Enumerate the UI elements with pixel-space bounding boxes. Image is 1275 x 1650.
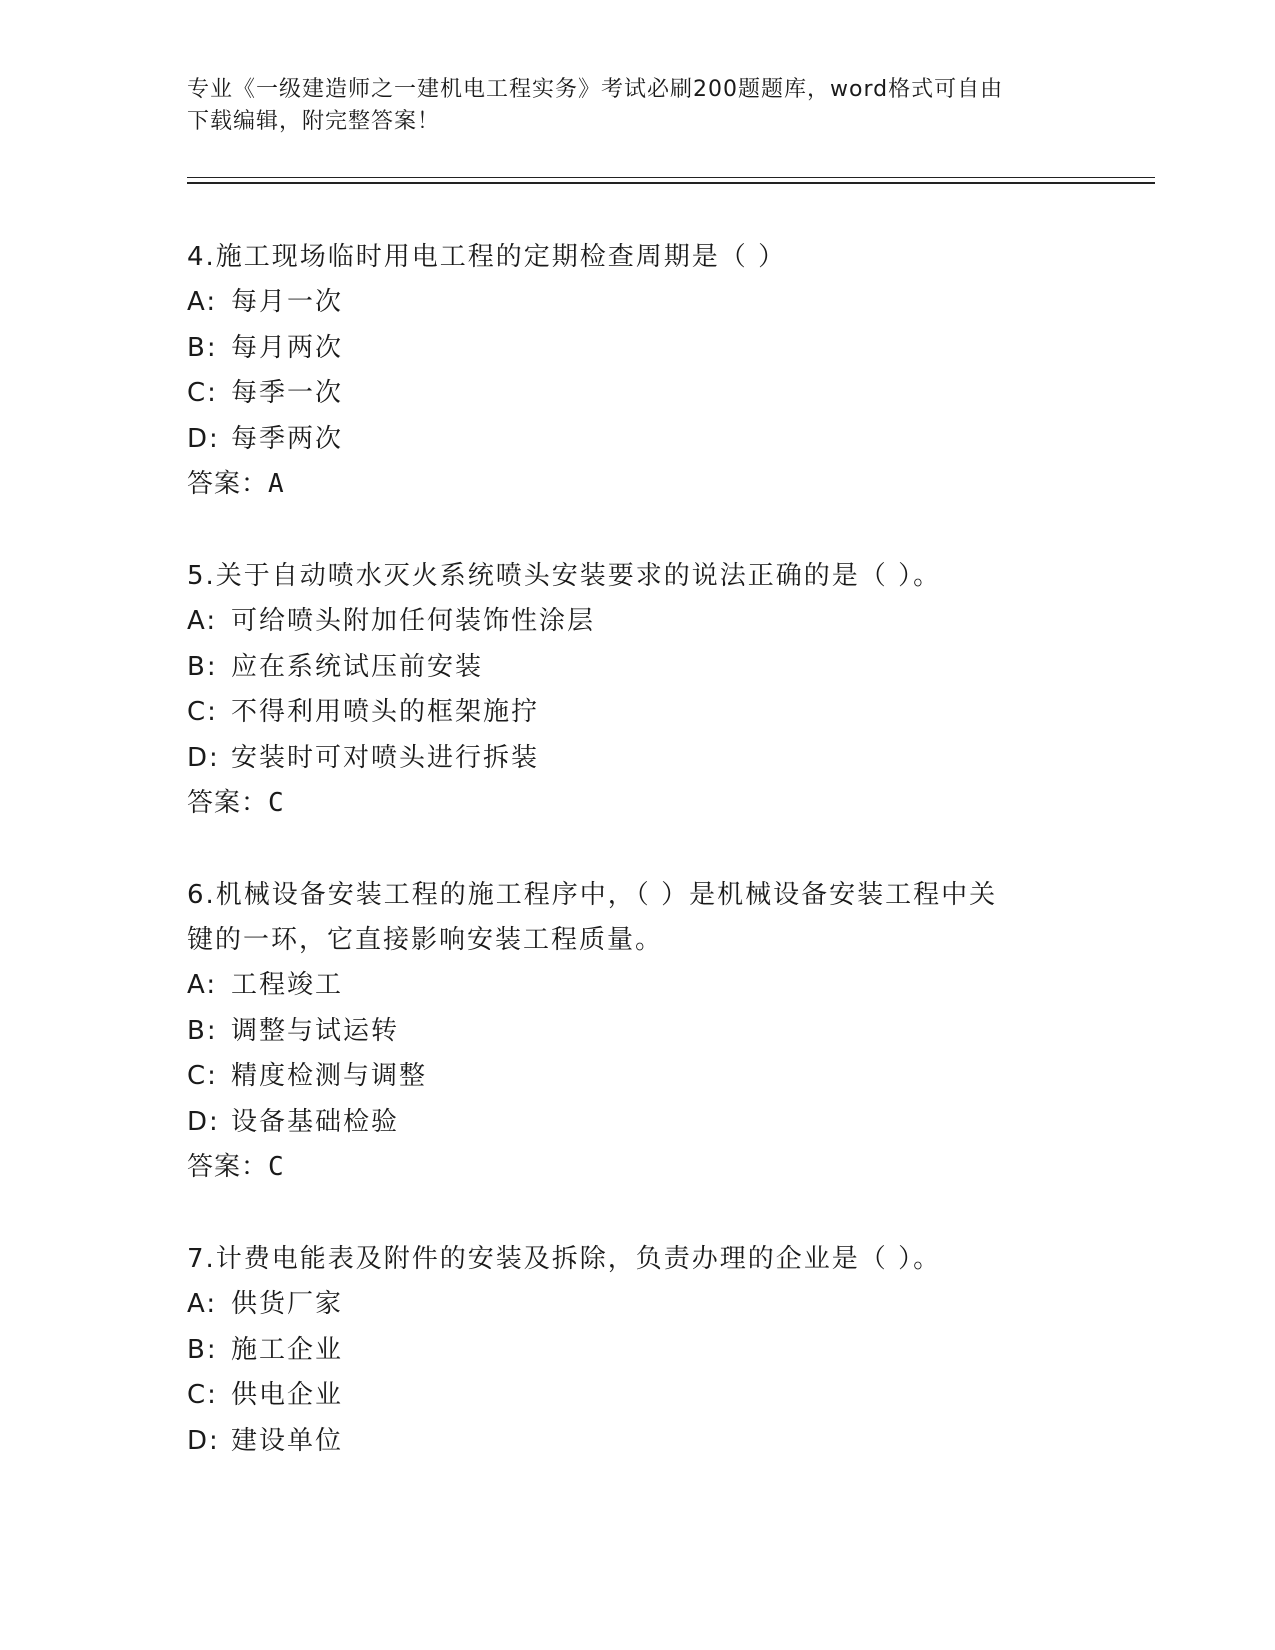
option-c — [187, 1054, 1087, 1100]
question-5 — [187, 554, 1087, 826]
option-text: 精度检测与调整 — [231, 1061, 428, 1091]
question-stem-line-1: 6.机械设备安装工程的施工程序中，（ ）是机械设备安装工程中关 — [187, 880, 998, 910]
option-text: 不得利用喷头的框架施拧 — [231, 697, 540, 727]
option-letter: C: — [187, 697, 218, 727]
document-header — [187, 74, 1087, 138]
answer-value: C — [268, 1152, 285, 1182]
question-4 — [187, 235, 1087, 507]
answer-line — [187, 462, 1087, 507]
option-letter: A: — [187, 970, 218, 1000]
answer-line — [187, 1145, 1087, 1190]
option-text: 每季两次 — [231, 423, 344, 454]
option-text: 可给喷头附加任何装饰性涂层 — [231, 606, 596, 636]
header-line-2: 下载编辑，附完整答案！ — [187, 109, 441, 134]
option-letter: A: — [187, 606, 218, 636]
option-text: 应在系统试压前安装 — [231, 651, 484, 682]
option-text: 施工企业 — [231, 1334, 344, 1365]
option-letter: C: — [187, 378, 218, 408]
answer-value: A — [268, 469, 285, 499]
option-text: 工程竣工 — [231, 970, 344, 1000]
option-c — [187, 690, 1087, 736]
option-c — [187, 1373, 1087, 1419]
option-text: 建设单位 — [231, 1425, 344, 1456]
header-divider-thin — [187, 177, 1155, 178]
option-text: 每季一次 — [231, 378, 344, 408]
option-d — [187, 736, 1087, 782]
option-b — [187, 1009, 1087, 1055]
option-letter: C: — [187, 1380, 218, 1410]
option-a — [187, 963, 1087, 1009]
question-stem: 7.计费电能表及附件的安装及拆除，负责办理的企业是（ ）。 — [187, 1244, 942, 1274]
option-letter: C: — [187, 1061, 218, 1091]
option-text: 设备基础检验 — [231, 1106, 400, 1137]
option-letter: B: — [187, 1015, 218, 1046]
option-b — [187, 1328, 1087, 1374]
option-letter: A: — [187, 1289, 218, 1319]
option-letter: B: — [187, 1334, 218, 1365]
option-b — [187, 326, 1087, 372]
header-divider-thick — [187, 182, 1155, 184]
option-c — [187, 371, 1087, 417]
option-a — [187, 280, 1087, 326]
option-text: 供电企业 — [231, 1380, 344, 1410]
option-text: 供货厂家 — [231, 1289, 344, 1319]
answer-label: 答案： — [187, 1152, 269, 1182]
option-letter: D: — [187, 423, 220, 454]
answer-value: C — [268, 788, 285, 818]
option-text: 调整与试运转 — [231, 1015, 400, 1046]
option-d — [187, 417, 1087, 463]
option-d — [187, 1419, 1087, 1465]
question-stem: 5.关于自动喷水灭火系统喷头安装要求的说法正确的是（ ）。 — [187, 561, 942, 591]
question-7 — [187, 1237, 1087, 1464]
question-stem-line-2: 键的一环，它直接影响安装工程质量。 — [187, 925, 664, 955]
header-line-1: 专业《一级建造师之一建机电工程实务》考试必刷200题题库，word格式可自由 — [187, 77, 1004, 102]
option-letter: B: — [187, 651, 218, 682]
option-b — [187, 645, 1087, 691]
answer-label: 答案： — [187, 469, 269, 499]
option-letter: D: — [187, 1106, 220, 1137]
option-text: 每月一次 — [231, 287, 344, 317]
question-stem: 4.施工现场临时用电工程的定期检查周期是（ ） — [187, 242, 787, 272]
option-a — [187, 1282, 1087, 1328]
option-letter: B: — [187, 332, 218, 363]
option-letter: D: — [187, 1425, 220, 1456]
option-text: 每月两次 — [231, 332, 344, 363]
option-text: 安装时可对喷头进行拆装 — [231, 742, 540, 773]
option-d — [187, 1100, 1087, 1146]
answer-label: 答案： — [187, 788, 269, 818]
answer-line — [187, 781, 1087, 826]
option-letter: A: — [187, 287, 218, 317]
option-letter: D: — [187, 742, 220, 773]
question-list — [187, 235, 1087, 1511]
question-6 — [187, 873, 1087, 1190]
option-a — [187, 599, 1087, 645]
